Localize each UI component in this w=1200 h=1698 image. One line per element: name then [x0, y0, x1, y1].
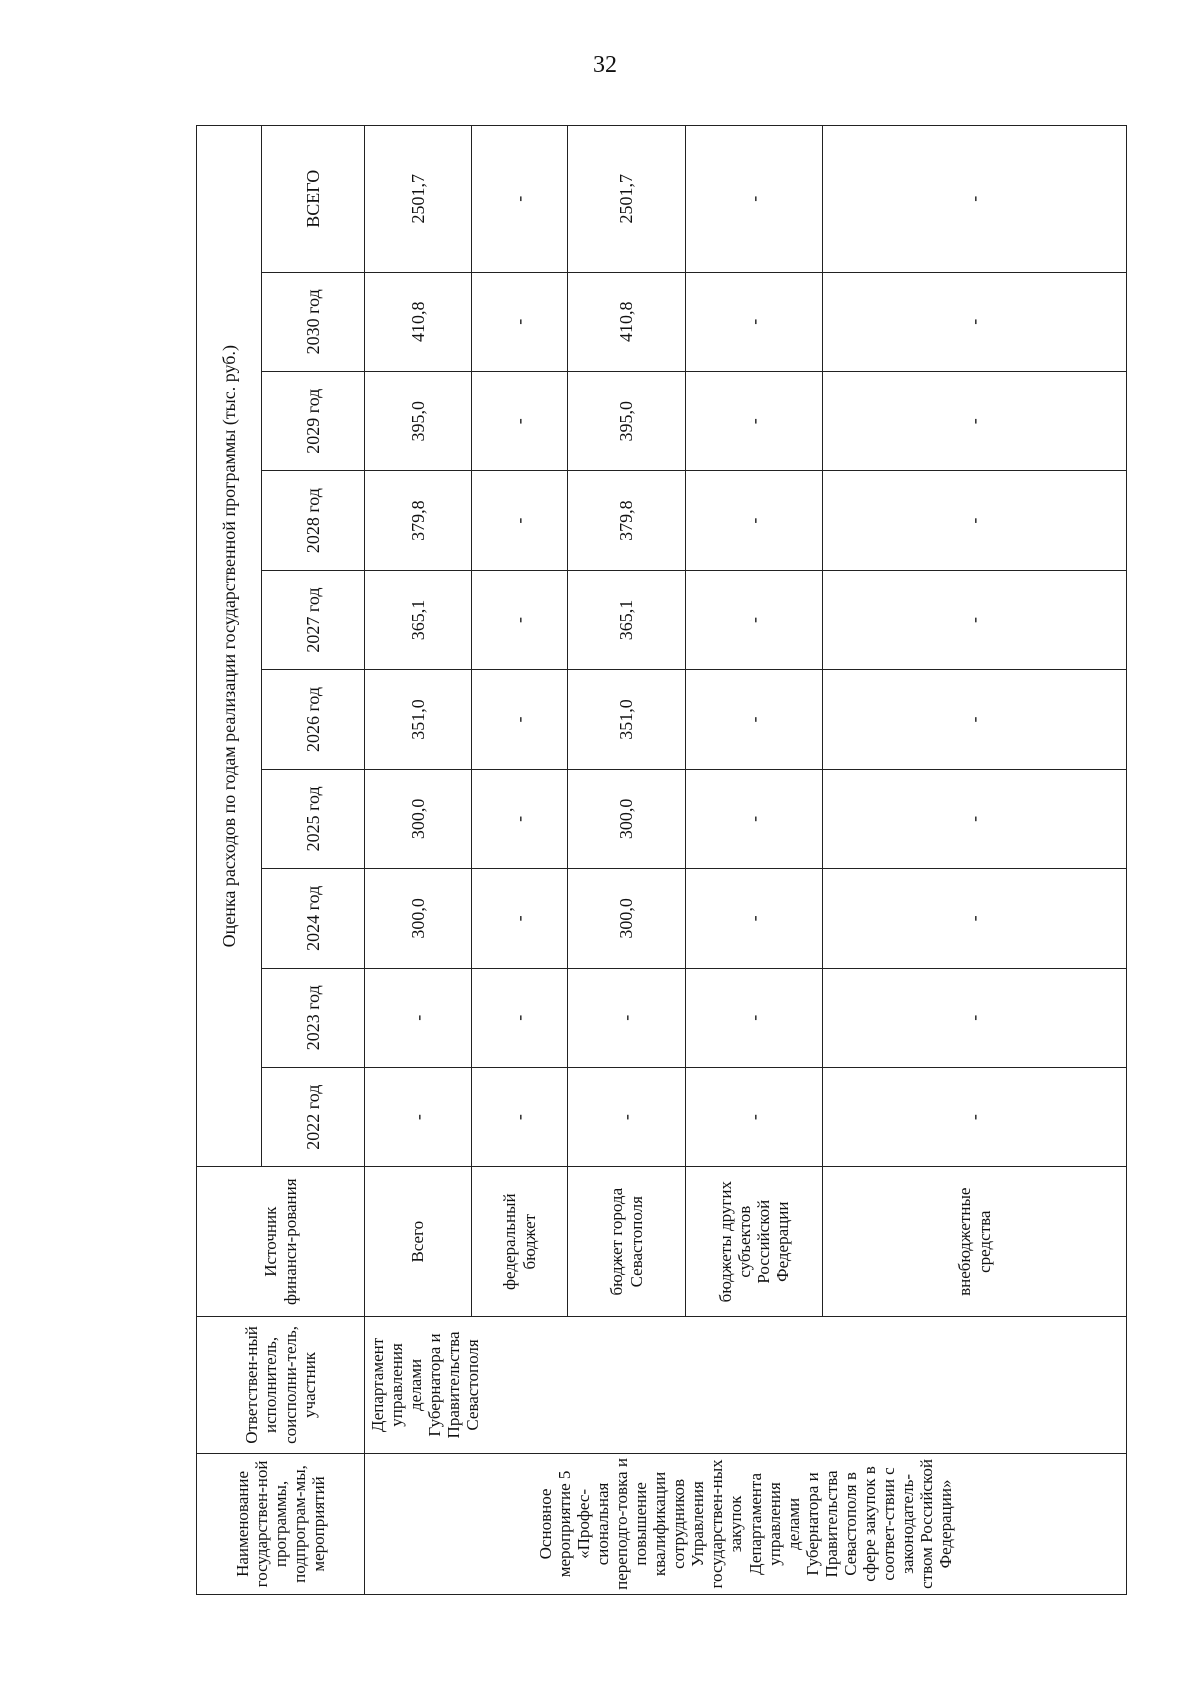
value-cell: -	[472, 869, 568, 968]
header-year: 2027 год	[262, 570, 365, 669]
source-cell: бюджеты других субъектов Российской Федерации	[686, 1167, 823, 1317]
value-cell: 300,0	[568, 869, 686, 968]
source-cell: Всего	[365, 1167, 472, 1317]
value-cell: -	[472, 1067, 568, 1166]
value-cell: -	[365, 968, 472, 1067]
header-total: ВСЕГО	[262, 126, 365, 273]
header-year: 2026 год	[262, 670, 365, 769]
value-cell: -	[472, 769, 568, 868]
value-cell: -	[472, 570, 568, 669]
source-cell: бюджет города Севастополя	[568, 1167, 686, 1317]
value-cell: -	[472, 272, 568, 371]
header-responsible: Ответствен-ный исполнитель, соисполни-тель, участник	[197, 1317, 365, 1454]
value-cell: 365,1	[568, 570, 686, 669]
table-row	[365, 126, 472, 1595]
source-cell: внебюджетные средства	[823, 1167, 1127, 1317]
header-year: 2029 год	[262, 371, 365, 470]
value-cell: -	[365, 1067, 472, 1166]
value-cell: 351,0	[365, 670, 472, 769]
value-cell: -	[686, 371, 823, 470]
value-cell: -	[823, 471, 1127, 570]
value-cell: 379,8	[365, 471, 472, 570]
value-cell: 379,8	[568, 471, 686, 570]
rotated-table-container	[196, 125, 1126, 1595]
value-cell: -	[686, 769, 823, 868]
value-cell: 395,0	[568, 371, 686, 470]
value-cell: -	[472, 670, 568, 769]
value-cell: -	[686, 670, 823, 769]
value-cell: -	[823, 968, 1127, 1067]
header-year: 2028 год	[262, 471, 365, 570]
total-cell: 2501,7	[568, 126, 686, 273]
source-cell: федеральный бюджет	[472, 1167, 568, 1317]
value-cell: 365,1	[365, 570, 472, 669]
value-cell: 410,8	[365, 272, 472, 371]
header-costs-title: Оценка расходов по годам реализации государственной программы (тыс. руб.)	[197, 126, 262, 1167]
header-year: 2023 год	[262, 968, 365, 1067]
page-number: 32	[593, 52, 617, 78]
value-cell: -	[472, 968, 568, 1067]
header-year: 2022 год	[262, 1067, 365, 1166]
value-cell: 300,0	[568, 769, 686, 868]
value-cell: 300,0	[365, 769, 472, 868]
value-cell: -	[568, 968, 686, 1067]
value-cell: -	[472, 371, 568, 470]
value-cell: -	[823, 670, 1127, 769]
activity-name: Основное мероприятие 5 «Профес-сиональная переподго-товка и повышение квалификации сотрудников Управления государствен-ных закупок Департамента управления делами Губернатора и Правительства Севастополя в сфере закупок в соответ-ствии с законодатель-ством Российской Федерации»	[365, 1453, 1127, 1594]
value-cell: -	[686, 272, 823, 371]
value-cell: -	[823, 869, 1127, 968]
header-name: Наименование государствен-ной программы, подпрограм-мы, мероприятий	[197, 1453, 365, 1594]
total-cell: 2501,7	[365, 126, 472, 273]
value-cell: -	[472, 471, 568, 570]
header-year: 2025 год	[262, 769, 365, 868]
value-cell: 410,8	[568, 272, 686, 371]
value-cell: -	[686, 869, 823, 968]
budget-table	[196, 125, 1127, 1595]
value-cell: -	[686, 1067, 823, 1166]
value-cell: -	[823, 272, 1127, 371]
header-year: 2024 год	[262, 869, 365, 968]
activity-responsible: Департамент управления делами Губернатора и Правительства Севастополя	[365, 1317, 1127, 1454]
total-cell: -	[823, 126, 1127, 273]
total-cell: -	[472, 126, 568, 273]
header-source: Источник финанси-рования	[197, 1167, 365, 1317]
header-year: 2030 год	[262, 272, 365, 371]
value-cell: -	[823, 371, 1127, 470]
value-cell: -	[823, 769, 1127, 868]
value-cell: 395,0	[365, 371, 472, 470]
value-cell: -	[823, 1067, 1127, 1166]
value-cell: -	[568, 1067, 686, 1166]
value-cell: -	[686, 471, 823, 570]
value-cell: -	[686, 968, 823, 1067]
value-cell: -	[823, 570, 1127, 669]
value-cell: 300,0	[365, 869, 472, 968]
value-cell: -	[686, 570, 823, 669]
total-cell: -	[686, 126, 823, 273]
value-cell: 351,0	[568, 670, 686, 769]
